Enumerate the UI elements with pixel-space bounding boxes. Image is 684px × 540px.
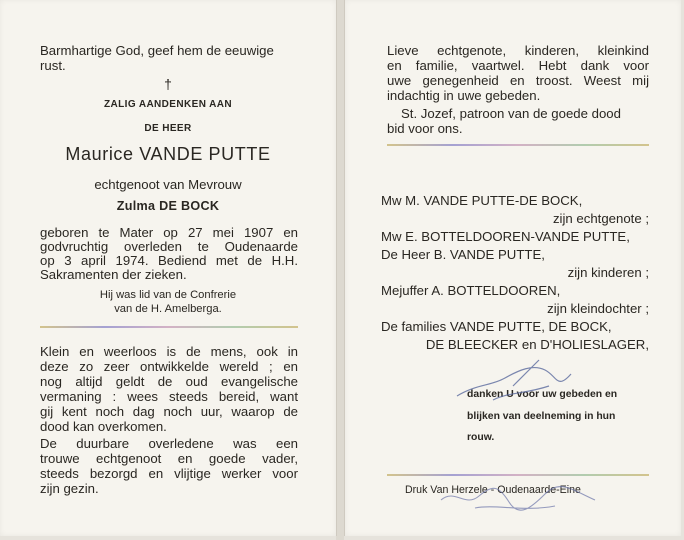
handwritten-scribble — [435, 478, 605, 518]
family-line: Mw E. BOTTELDOOREN-VANDE PUTTE, — [381, 229, 630, 244]
para2-line-1: De duurbare overledene was een — [40, 436, 298, 451]
divider — [387, 144, 649, 146]
family-line: De families VANDE PUTTE, DE BOCK, — [381, 319, 612, 334]
thanks-line-1: danken U voor uw gebeden en — [467, 389, 618, 400]
confrerie-line-2: van de H. Amelberga. — [114, 303, 222, 315]
right-panel — [344, 0, 681, 536]
bio-line-1: geboren te Mater op 27 mei 1907 en — [40, 225, 298, 240]
para1-line-6: dood kan overkomen. — [40, 419, 167, 434]
para1-line-4: vermaning : wees steeds bereid, want — [40, 389, 298, 404]
family-line: Mw M. VANDE PUTTE-DE BOCK, — [381, 193, 583, 208]
deceased-first-name: Maurice — [65, 144, 134, 164]
farewell-line-1: Lieve echtgenote, kinderen, kleinkind — [387, 43, 649, 58]
divider — [40, 326, 298, 328]
jozef-line-1: St. Jozef, patroon van de goede dood — [401, 106, 621, 121]
thanks-line-3: rouw. — [467, 432, 495, 443]
spouse-first-name: Zulma — [116, 199, 156, 213]
bio-line-3: op 3 april 1974. Bediend met de H.H. — [40, 253, 298, 268]
spouse-line: echtgenoot van Mevrouw — [94, 177, 242, 192]
bio-line-2: godvruchtig overleden te Oudenaarde — [40, 239, 298, 254]
divider — [387, 474, 649, 476]
para1-line-2: deze zo zeer ontwikkelde wereld ; en — [40, 359, 298, 374]
spouse-name — [0, 199, 336, 213]
bio-line-4: Sakramenten der zieken. — [40, 267, 187, 282]
family-line: zijn echtgenote ; — [552, 211, 649, 226]
para2-line-3: steeds bezorgd en vlijtige werker voor — [40, 466, 298, 481]
para2-line-4: zijn gezin. — [40, 481, 99, 496]
jozef-line-2: bid voor ons. — [387, 121, 463, 136]
printer-credit: Druk Van Herzele - Oudenaarde-Eine — [405, 484, 581, 496]
spouse-last-name: DE BOCK — [159, 199, 220, 213]
family-line: DE BLEECKER en D'HOLIESLAGER, — [425, 337, 649, 352]
card-fold — [336, 0, 344, 540]
deceased-last-name: VANDE PUTTE — [139, 144, 271, 164]
para1-line-3: nog altijd geldt de oud evangelische — [40, 374, 298, 389]
family-line: zijn kleindochter ; — [547, 301, 649, 316]
memory-line: ZALIG AANDENKEN AAN — [104, 99, 232, 110]
prayer-line-2: rust. — [40, 58, 66, 73]
cross-icon: † — [164, 76, 172, 92]
confrerie-line-1: Hij was lid van de Confrerie — [99, 289, 237, 301]
left-panel — [0, 0, 337, 536]
family-line: De Heer B. VANDE PUTTE, — [381, 247, 545, 262]
para1-line-1: Klein en weerloos is de mens, ook in — [40, 344, 298, 359]
thanks-line-2: blijken van deelneming in hun — [467, 411, 616, 422]
farewell-line-4: indachtig in uwe gebeden. — [387, 88, 541, 103]
prayer-line-1: Barmhartige God, geef hem de eeuwige — [40, 43, 274, 58]
handwritten-signature — [453, 356, 593, 404]
farewell-line-3: uwe genegenheid en troost. Weest mij — [387, 73, 649, 88]
family-line: Mejuffer A. BOTTELDOOREN, — [381, 283, 561, 298]
title-line: DE HEER — [144, 123, 192, 134]
para1-line-5: gij kent noch dag noch uur, waarop de — [40, 404, 298, 419]
family-line: zijn kinderen ; — [567, 265, 649, 280]
para2-line-2: trouwe echtgenoot en goede vader, — [40, 451, 298, 466]
farewell-line-2: en familie, vaartwel. Hebt dank voor — [387, 58, 649, 73]
deceased-name — [0, 144, 336, 165]
